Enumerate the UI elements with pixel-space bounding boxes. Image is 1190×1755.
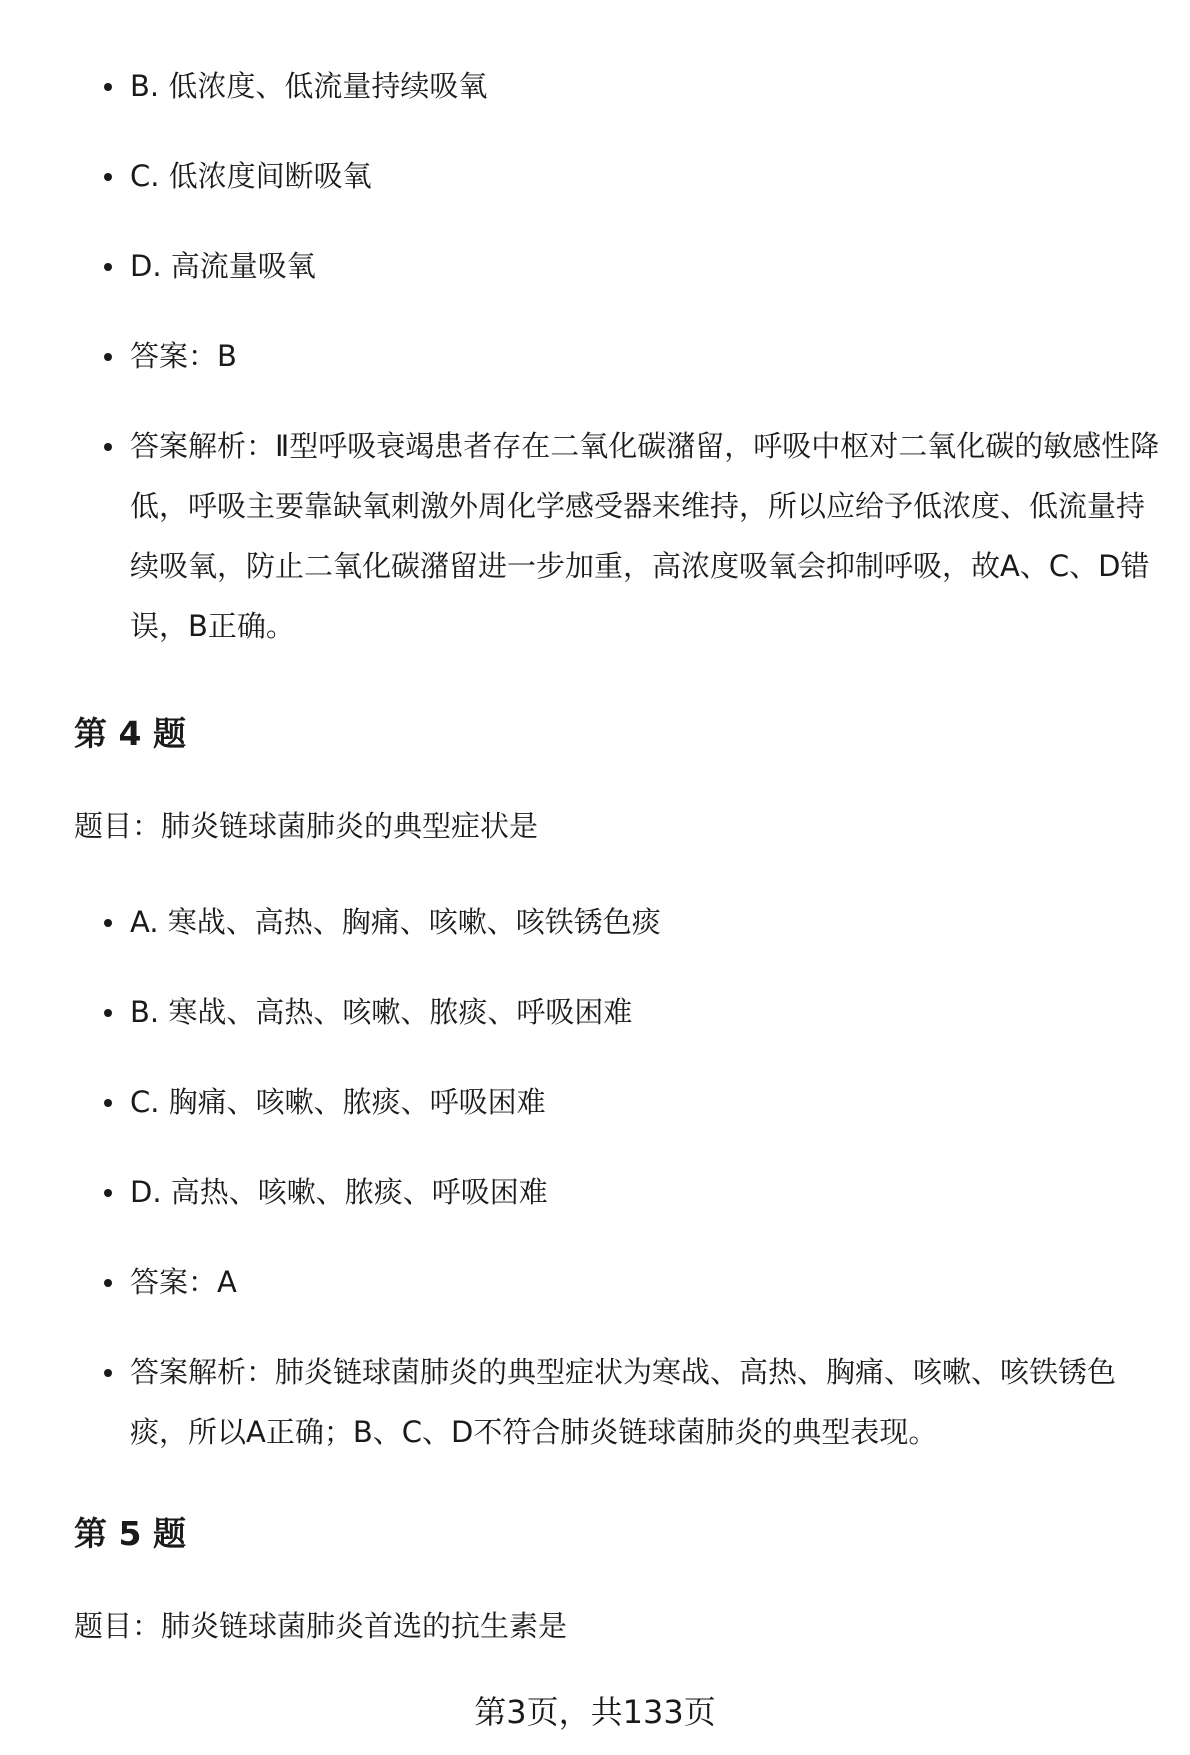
question-5-heading: 第 5 题 [74,1514,186,1553]
option-b: B. 寒战、高热、咳嗽、脓痰、呼吸困难 [0,982,1190,1042]
option-a: A. 寒战、高热、胸痛、咳嗽、咳铁锈色痰 [0,892,1190,952]
question-4-heading: 第 4 题 [74,714,186,753]
answer-explanation: 答案解析：肺炎链球菌肺炎的典型症状为寒战、高热、胸痛、咳嗽、咳铁锈色痰，所以A正确；B、C、D不符合肺炎链球菌肺炎的典型表现。 [0,1342,1190,1462]
question-3-continuation [0,56,1190,686]
option-c: C. 胸痛、咳嗽、脓痰、呼吸困难 [0,1072,1190,1132]
option-list [0,892,1190,1462]
question-4-options [0,892,1190,1492]
option-d: D. 高流量吸氧 [0,236,1190,296]
option-d: D. 高热、咳嗽、脓痰、呼吸困难 [0,1162,1190,1222]
answer: 答案：A [0,1252,1190,1312]
option-list [0,56,1190,656]
option-b: B. 低浓度、低流量持续吸氧 [0,56,1190,116]
question-4-text: 题目：肺炎链球菌肺炎的典型症状是 [74,809,539,843]
answer: 答案：B [0,326,1190,386]
page-number: 第3页，共133页 [474,1693,716,1731]
answer-explanation: 答案解析：Ⅱ型呼吸衰竭患者存在二氧化碳潴留，呼吸中枢对二氧化碳的敏感性降低，呼吸主要靠缺氧刺激外周化学感受器来维持，所以应给予低浓度、低流量持续吸氧，防止二氧化碳潴留进一步加重，高浓度吸氧会抑制呼吸，故A、C、D错误，B正确。 [0,416,1190,656]
option-c: C. 低浓度间断吸氧 [0,146,1190,206]
question-5-text: 题目：肺炎链球菌肺炎首选的抗生素是 [74,1609,568,1643]
